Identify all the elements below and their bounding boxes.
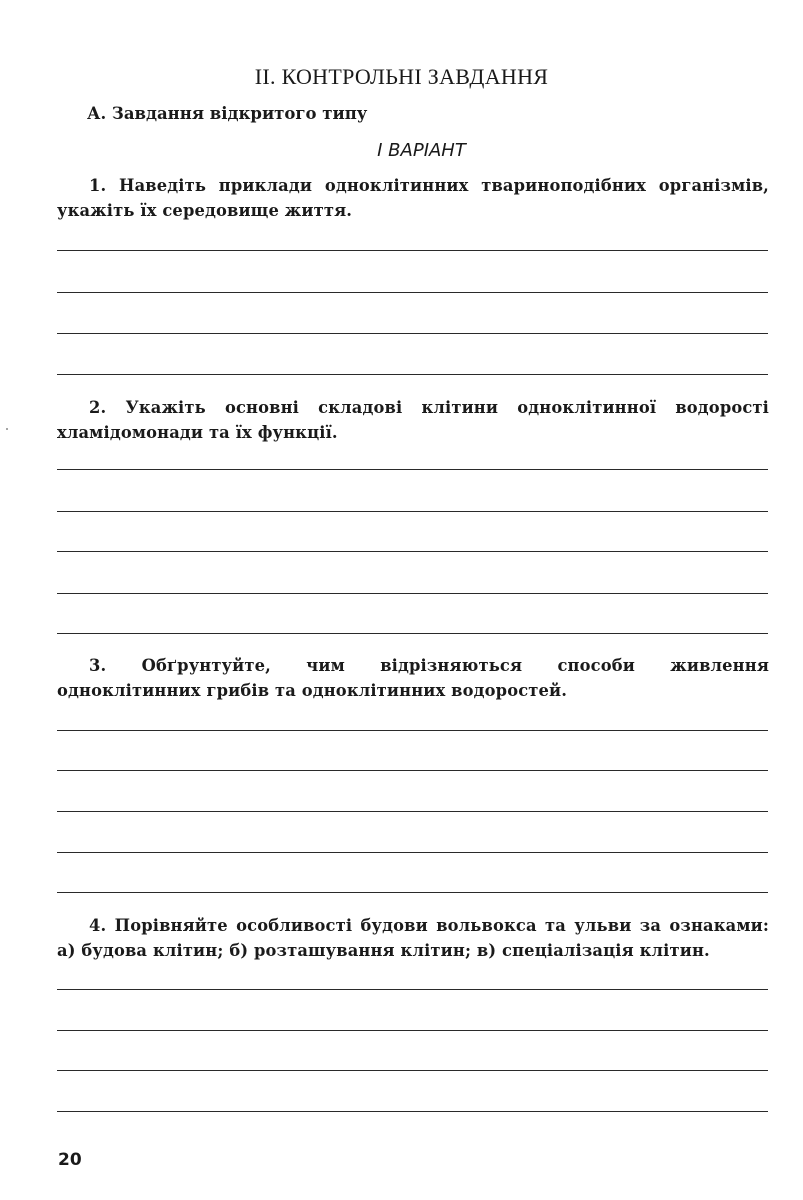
answer-line[interactable] [57,730,768,731]
answer-line[interactable] [57,852,768,853]
answer-line[interactable] [57,292,768,293]
question-4: 4. Порівняйте особливості будови вольвокса та ульви за ознаками: а) будова клітин; б) розташування клітин; в) спеціалізація клітин. [57,916,769,960]
answer-line[interactable] [57,1070,768,1071]
answer-line[interactable] [57,811,768,812]
question-1: 1. Наведіть приклади одноклітинних твариноподібних організмів, укажіть їх середовище життя. [57,176,769,220]
page-title: II. КОНТРОЛЬНІ ЗАВДАННЯ [254,64,549,89]
section-heading: А. Завдання відкритого типу [87,104,368,123]
question-2: 2. Укажіть основні складові клітини одноклітинної водорості хламідомонади та їх функції. [57,398,769,442]
answer-line[interactable] [57,333,768,334]
answer-line[interactable] [57,551,768,552]
answer-line[interactable] [57,1111,768,1112]
answer-line[interactable] [57,593,768,594]
answer-line[interactable] [57,633,768,634]
answer-line[interactable] [57,989,768,990]
answer-line[interactable] [57,1030,768,1031]
answer-line[interactable] [57,511,768,512]
margin-speck [6,428,8,430]
answer-line[interactable] [57,770,768,771]
question-3: 3. Обґрунтуйте, чим відрізняються способи живлення одноклітинних грибів та одноклітинних водоростей. [57,656,769,700]
answer-line[interactable] [57,250,768,251]
answer-line[interactable] [57,892,768,893]
page-number: 20 [58,1150,82,1170]
answer-line[interactable] [57,374,768,375]
answer-line[interactable] [57,469,768,470]
variant-heading: І ВАРІАНТ [377,140,466,161]
